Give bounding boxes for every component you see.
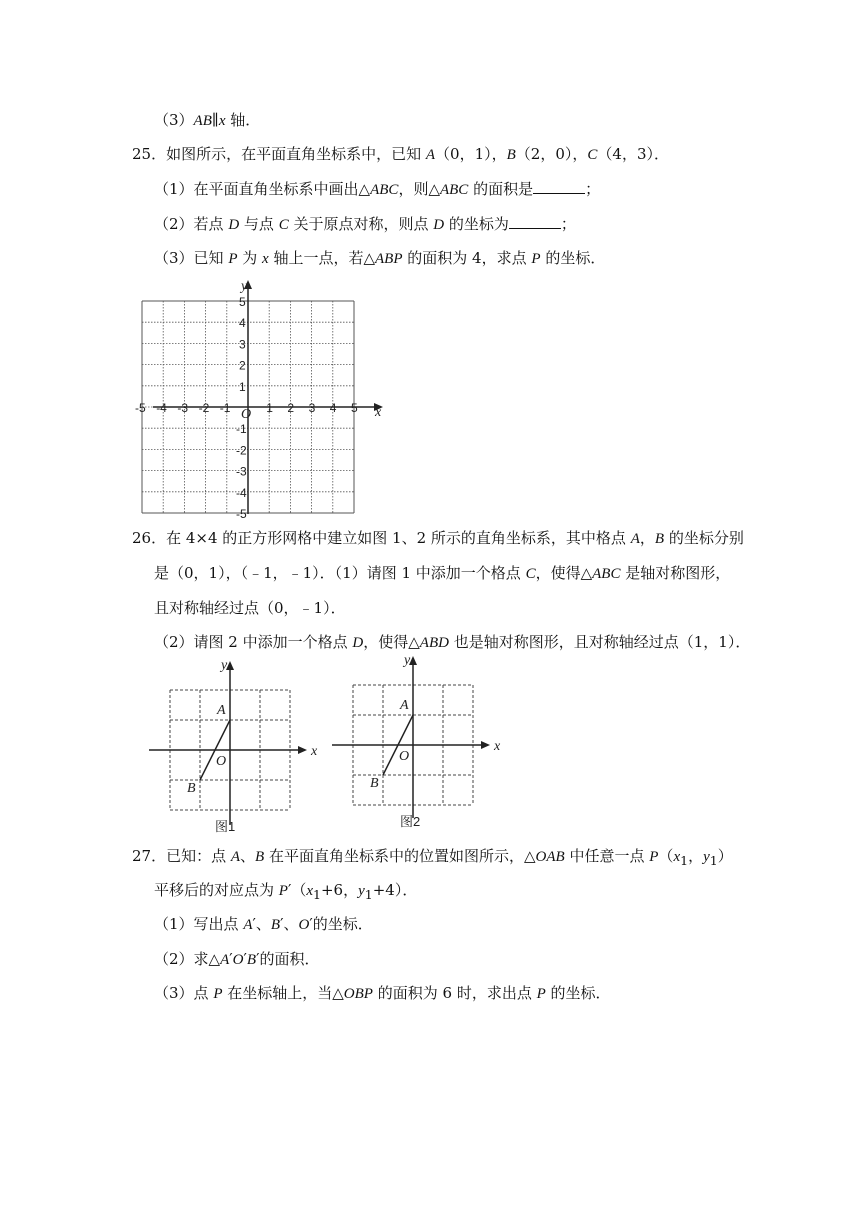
y-tick-label: -1 [236, 422, 247, 437]
y-tick-label: 2 [239, 358, 246, 373]
q26-line4: （2）请图 2 中添加一个格点 D，使得△ABD 也是轴对称图形，且对称轴经过点（1，1）． [154, 633, 751, 651]
x-tick-label: -2 [198, 401, 210, 415]
x-tick-label: 2 [287, 401, 295, 415]
q24-part3: （3）AB∥x 轴． [154, 111, 261, 129]
origin-label: O [399, 749, 410, 764]
origin-label: O [241, 407, 252, 422]
q25-stem: 25．如图所示，在平面直角坐标系中，已知 A（0，1），B（2，0），C（4，3）． [132, 145, 669, 163]
figure-caption: 图2 [400, 814, 421, 829]
q26-figure-2 [328, 650, 508, 830]
q26-line3: 且对称轴经过点（0，﹣1）． [154, 599, 346, 617]
q25-part3: （3）已知 P 为 x 轴上一点，若△ABP 的面积为 4，求点 P 的坐标． [154, 249, 606, 267]
q25-part1: （1）在平面直角坐标系中画出△ABC，则△ABC 的面积是 ； [154, 180, 601, 198]
y-axis-label: y [221, 658, 228, 673]
x-axis-label: x [375, 405, 382, 420]
y-tick-label: -4 [236, 485, 247, 500]
point-B-label: B [370, 776, 379, 791]
q27-line2: 平移后的对应点为 $P'(x_1+6$，$y_1+4$）． [154, 881, 418, 902]
y-tick-label: 4 [239, 316, 246, 331]
figure-caption: 图1 [215, 819, 236, 834]
y-tick-label: 1 [239, 379, 246, 394]
x-tick-label: -5 [135, 401, 146, 415]
x-axis-arrow [298, 746, 307, 754]
q27-part3: （3）点 P 在坐标轴上，当△OBP 的面积为 6 时，求出点 P 的坐标． [154, 984, 611, 1002]
y-axis-label: y [241, 279, 248, 294]
origin-label: O [216, 754, 227, 769]
x-axis-arrow [481, 741, 490, 749]
x-tick-label: -1 [219, 401, 231, 415]
q25-part2: （2）若点 D 与点 C 关于原点对称，则点 D 的坐标为 ； [154, 215, 576, 233]
q27-part2: （2）求△A′O′B′的面积． [154, 950, 320, 968]
q25-coordinate-grid [135, 278, 385, 521]
q27-part1: （1）写出点 A′、B′、O′的坐标． [154, 915, 373, 933]
x-axis-label: x [494, 739, 501, 754]
x-tick-label: 1 [266, 401, 273, 415]
y-tick-label: 3 [239, 337, 246, 352]
x-tick-label: -3 [177, 401, 189, 415]
point-A-label: A [217, 703, 226, 718]
x-tick-label: 5 [351, 401, 358, 415]
answer-blank [509, 214, 561, 229]
x-tick-label: -4 [156, 401, 167, 415]
y-tick-label: -3 [236, 464, 247, 479]
y-tick-label: -5 [236, 507, 247, 521]
point-A-label: A [400, 698, 409, 713]
y-tick-label: 5 [239, 295, 246, 309]
x-tick-label: 4 [329, 401, 337, 415]
point-B-label: B [187, 781, 196, 796]
q26-line1: 26．在 4×4 的正方形网格中建立如图 1、2 所示的直角坐标系，其中格点 A，B 的坐标分别 [132, 529, 744, 547]
x-tick-label: 3 [308, 401, 316, 415]
q26-figure-1 [145, 655, 325, 835]
answer-blank [533, 179, 585, 194]
x-axis-label: x [311, 744, 318, 759]
y-tick-label: -2 [236, 443, 247, 458]
y-axis-label: y [404, 653, 411, 668]
q26-line2: 是（0，1），（﹣1，﹣1）．（1）请图 1 中添加一个格点 C，使得△ABC 是轴对称图形， [154, 564, 731, 582]
q27-line1: 27．已知：点 A、B 在平面直角坐标系中的位置如图所示，△OAB 中任意一点 $P(x_1$，$y_1$） [132, 847, 733, 868]
